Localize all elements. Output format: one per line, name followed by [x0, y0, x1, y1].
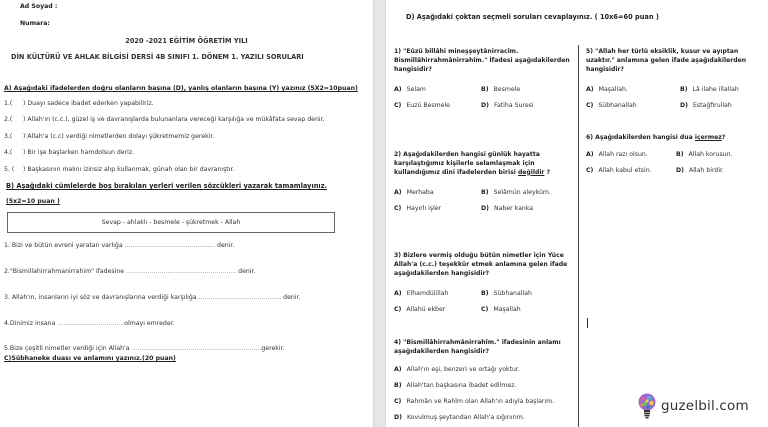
option-text: Allah'tan başkasına ibadet edilmez.	[406, 382, 517, 389]
answer-blank[interactable]: ..................................................................	[131, 345, 262, 352]
option-text: Allahü ekber	[406, 306, 446, 313]
option-text: Maşallah	[493, 306, 521, 313]
logo-text: guzelbil.com	[661, 398, 749, 414]
option-b[interactable]	[481, 290, 532, 297]
option-letter: D)	[680, 102, 688, 109]
option-letter: C)	[394, 205, 402, 212]
option-b[interactable]	[394, 382, 516, 389]
option-letter: B)	[676, 151, 684, 158]
option-d[interactable]	[676, 167, 724, 174]
item-text-before: 5.Bize çeşitli nimetler verdiği için Allah'a	[4, 345, 132, 352]
option-letter: B)	[394, 382, 402, 389]
column-divider	[578, 45, 579, 427]
question-emphasis: içermez	[694, 134, 722, 141]
item-number: 2.(	[4, 116, 13, 123]
option-text: Allah'ın eşi, benzeri ve ortağı yoktur.	[406, 366, 520, 373]
option-d[interactable]	[481, 306, 521, 313]
fill-blank-item	[4, 242, 234, 250]
option-letter: A)	[394, 366, 402, 373]
option-d[interactable]	[680, 102, 732, 109]
option-a[interactable]	[394, 366, 520, 373]
question-text: 4) "Bismillâhirrahmânirrahîm." ifadesinin anlamı aşağıdakilerden hangisidir?	[394, 339, 561, 355]
item-text: ) Bir işe başlarken hamdolsun deriz.	[23, 149, 135, 156]
option-letter: B)	[481, 189, 489, 196]
option-c[interactable]	[586, 102, 637, 109]
question-text: 5) "Allah her türlü eksiklik, kusur ve ayıptan uzaktır." anlamına gelen ifade aşağıdakilerden hangisidir?	[586, 48, 747, 73]
question-text-main: 6) Aşağıdakilerden hangisi dua	[586, 134, 695, 141]
option-text: Kovulmuş şeytandan Allah'a sığınırım.	[406, 414, 525, 421]
option-text: Besmele	[493, 86, 521, 93]
option-text: Sübhanallah	[598, 102, 637, 109]
question-text-main: 2) Aşağıdakilerden hangisi günlük hayatta karşılaştığımız kişilerle selamlaşmak için kullandığımız dini ifadelerden birisi	[394, 151, 540, 176]
option-d[interactable]	[394, 414, 525, 421]
option-c[interactable]	[586, 167, 652, 174]
item-text: ) Duayı sadece ibadet ederken yapabiliriz.	[23, 100, 154, 107]
option-text: Allah razı olsun.	[598, 151, 648, 158]
item-text: ) Allah'ın (c.c.), güzel iş ve davranışlarda bulunanlara vereceği karşılığa ve mükâfata sevap denir.	[23, 116, 325, 123]
item-number: 1.(	[4, 100, 13, 107]
item-text-before: 2."Bismillahirrahmanirrahim" ifadesine	[4, 268, 127, 275]
fill-blank-item	[4, 345, 285, 353]
option-letter: D)	[481, 205, 489, 212]
option-text: Fatiha Suresi	[493, 102, 534, 109]
question-text: 1) "Eûzü billâhi mineşşeytânirracîm. Bismillâhirrahmânirrahîm." İfadesi aşağıdakilerden hangisidir?	[394, 48, 570, 73]
answer-blank[interactable]: ...........................................	[196, 294, 282, 301]
section-d-heading: D) Aşağıdaki çoktan seçmeli soruları cevaplayınız. ( 10x6=60 puan )	[406, 13, 659, 21]
item-text: ) Allah'a (c.c) verdiği nimetlerden dolayı şükretmemiz gerekir.	[23, 133, 215, 140]
option-text: Lâ ilahe illallah	[692, 86, 739, 93]
option-b[interactable]	[676, 151, 733, 158]
option-text: Hayırlı işler	[406, 205, 442, 212]
option-text: Estağfirullah	[692, 102, 732, 109]
option-letter: B)	[481, 86, 489, 93]
item-number: 3.(	[4, 133, 13, 140]
option-a[interactable]	[394, 189, 434, 196]
option-text: Selam	[406, 86, 426, 93]
option-d[interactable]	[481, 102, 534, 109]
item-text-before: 1. Bizi ve bütün evreni yaratan varlığa	[4, 242, 125, 249]
option-b[interactable]	[680, 86, 739, 93]
option-c[interactable]	[394, 398, 554, 405]
question-text-end: ?	[721, 134, 726, 141]
fill-blank-item	[4, 294, 300, 302]
lightbulb-icon	[637, 393, 657, 419]
item-text-after: denir.	[215, 242, 235, 249]
option-c[interactable]	[394, 102, 450, 109]
item-number: 5. (	[4, 166, 15, 173]
option-letter: C)	[394, 306, 402, 313]
question-text-end: ?	[544, 168, 551, 176]
option-a[interactable]	[394, 290, 448, 297]
option-letter: A)	[586, 86, 594, 93]
item-text-after: denir.	[281, 294, 301, 301]
page-gap	[373, 0, 386, 427]
item-text-after: denir.	[236, 268, 256, 275]
name-label: Ad Soyad :	[20, 3, 58, 10]
item-text-after: olmayı emreder.	[124, 320, 175, 327]
option-letter: C)	[586, 167, 594, 174]
option-letter: C)	[394, 102, 402, 109]
year-title: 2020 -2021 EĞİTİM ÖĞRETİM YILI	[125, 37, 248, 45]
option-text: Elhamdülillah	[406, 290, 449, 297]
text-cursor	[587, 318, 588, 328]
question-text: 3) Bizlere vermiş olduğu bütün nimetler için Yüce Allah'a (c.c.) teşekkür etmek anlamına gelen ifade aşağıdakilerden hangisidir?	[394, 252, 568, 277]
item-number: 4.(	[4, 149, 13, 156]
section-b-heading: B) Aşağıdaki cümlelerde boş bırakılan yerleri verilen sözcükleri yazarak tamamlayınız.	[6, 182, 328, 190]
option-text: Naber kanka	[493, 205, 534, 212]
section-c-heading: C)Sübhaneke duası ve anlamını yazınız.(20 puan)	[4, 355, 176, 362]
option-b[interactable]	[481, 86, 520, 93]
option-text: Allah birdir.	[688, 167, 724, 174]
fill-blank-item	[4, 320, 175, 328]
section-a-heading: A) Aşağıdaki ifadelerden doğru olanların başına (D), yanlış olanların başına (Y) yazınız (5X2=10puan)	[4, 85, 358, 92]
option-letter: B)	[481, 290, 489, 297]
option-a[interactable]	[586, 86, 628, 93]
option-c[interactable]	[394, 306, 445, 313]
option-letter: A)	[394, 290, 402, 297]
option-letter: C)	[394, 398, 402, 405]
option-letter: D)	[676, 167, 684, 174]
number-label: Numara:	[20, 20, 50, 27]
answer-blank[interactable]: ..................................	[57, 320, 125, 327]
question-text	[586, 134, 761, 143]
item-text-after: gerekir.	[261, 345, 285, 352]
option-a[interactable]	[394, 86, 426, 93]
section-b-points: (5x2=10 puan )	[6, 198, 60, 205]
option-letter: D)	[481, 102, 489, 109]
word-bank-text: Sevap - ahlaklı - besmele - şükretmek - Allah	[101, 219, 241, 226]
option-c[interactable]	[394, 205, 441, 212]
answer-blank[interactable]: ..............................................	[124, 242, 216, 249]
question-text	[394, 151, 574, 177]
fill-blank-item	[4, 268, 255, 276]
word-bank-box	[7, 212, 335, 233]
item-text-before: 3. Allah'ın, insanların iyi söz ve davranışlarına verdiği karşılığa	[4, 294, 197, 301]
option-letter: A)	[394, 86, 402, 93]
option-d[interactable]	[481, 205, 533, 212]
exam-page-right	[386, 0, 768, 427]
option-text: Sübhanallah	[493, 290, 532, 297]
option-text: Rahmân ve Rahîm olan Allah'ın adıyla başlarım.	[406, 398, 555, 405]
option-text: Merhaba	[406, 189, 434, 196]
option-b[interactable]	[481, 189, 551, 196]
option-letter: D)	[394, 414, 402, 421]
option-text: Maşallah.	[598, 86, 628, 93]
option-text: Allah kabul etsin.	[598, 167, 652, 174]
exam-title: DİN KÜLTÜRÜ VE AHLAK BİLGİSİ DERSİ 4B SINIFI 1. DÖNEM 1. YAZILI SORULARI	[11, 53, 304, 61]
option-a[interactable]	[586, 151, 648, 158]
exam-page-left	[0, 0, 373, 427]
option-text: Selâmün aleyküm.	[493, 189, 551, 196]
option-letter: C)	[586, 102, 594, 109]
item-text: ) Başkasının malını izinsiz alıp kullanmak, günah olan bir davranıştır.	[23, 166, 235, 173]
option-letter: A)	[586, 151, 594, 158]
item-text-before: 4.Dinimiz insana	[4, 320, 58, 327]
option-text: Euzü Besmele	[406, 102, 450, 109]
option-letter: A)	[394, 189, 402, 196]
option-text: Allah korusun.	[688, 151, 733, 158]
question-emphasis: değildir	[517, 168, 545, 176]
option-letter: C)	[481, 306, 489, 313]
answer-blank[interactable]: ........................................................	[126, 268, 237, 275]
option-letter: B)	[680, 86, 688, 93]
